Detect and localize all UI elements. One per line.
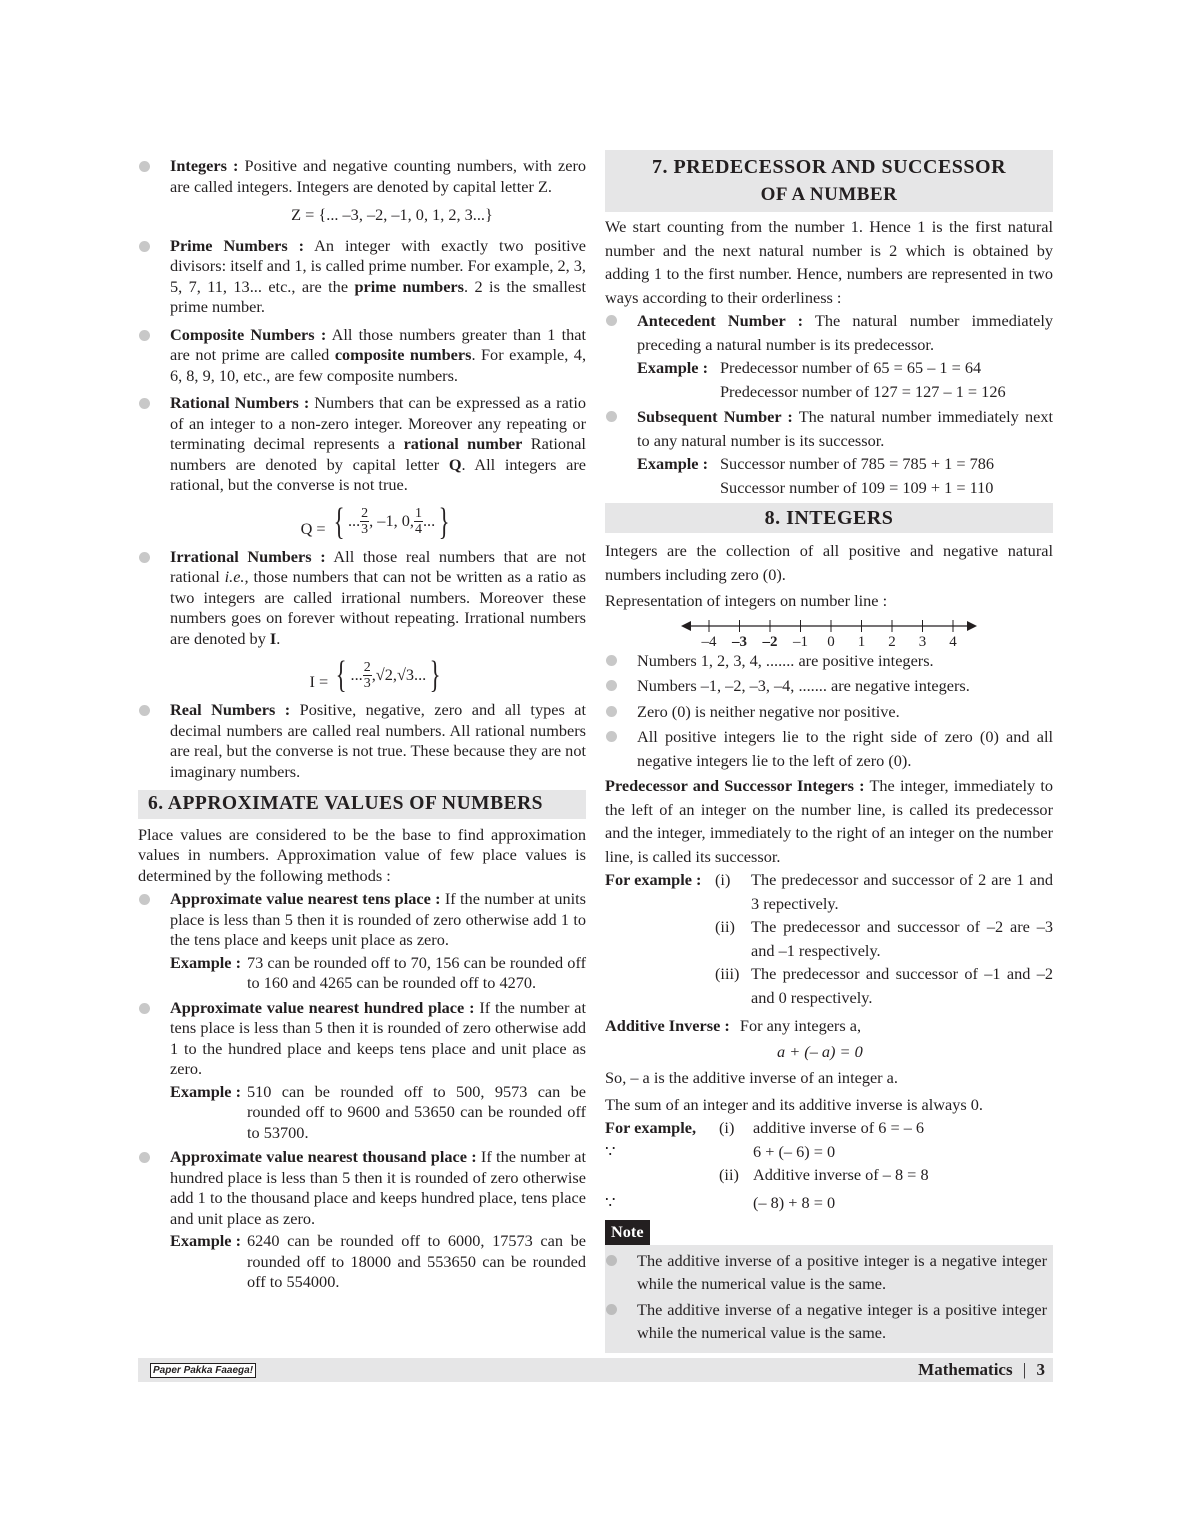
number-line-label: 4 <box>949 633 957 649</box>
integer-bullet-text: Zero (0) is neither negative nor positive. <box>637 701 900 721</box>
example-label: Example : <box>637 454 708 473</box>
rational-text-3: . All integers are rational, but the converse is not true. <box>170 454 586 494</box>
bullet-icon <box>139 330 150 341</box>
fraction: $\frac{2}{3}$ <box>361 506 369 537</box>
composite-term: Composite Numbers : <box>170 324 327 344</box>
hundred-example <box>170 1082 586 1144</box>
section-7-title-line-2: OF A NUMBER <box>760 184 898 205</box>
prime-text-2: . 2 is the smallest prime number. <box>170 276 586 316</box>
bullet-icon <box>139 161 150 172</box>
rational-letter: Q <box>448 454 462 474</box>
item-number: (ii) <box>715 917 735 936</box>
item-number: (ii) <box>719 1165 739 1184</box>
composite-text-1: All those numbers greater than 1 that are not prime are called <box>170 324 587 364</box>
antecedent-item <box>605 309 1053 403</box>
bullet-icon <box>139 552 150 563</box>
example-line: Predecessor number of 65 = 65 – 1 = 64 <box>720 358 982 377</box>
bullet-icon <box>139 1152 150 1163</box>
integer-bullet-text: Numbers –1, –2, –3, –4, ....... are negative integers. <box>637 676 970 695</box>
number-line-label: 2 <box>888 633 896 649</box>
item-text: The predecessor and successor of –2 are –3 and –1 respectively. <box>751 917 1053 960</box>
number-line <box>605 615 1053 649</box>
composite-bold: composite numbers <box>334 345 472 364</box>
section-6-heading: 6. APPROXIMATE VALUES OF NUMBERS <box>138 790 586 819</box>
tens-item <box>138 889 586 994</box>
hundred-term: Approximate value nearest hundred place : <box>170 997 475 1017</box>
example-text: 73 can be rounded off to 70, 156 can be rounded off to 160 and 4265 can be rounded off to 4270. <box>247 952 586 992</box>
bullet-icon <box>139 1003 150 1014</box>
antecedent-text: The natural number immediately preceding a natural number is its predecessor. <box>637 311 1054 354</box>
section-7-heading <box>605 150 1053 212</box>
section-6-intro: Place values are considered to be the base to find approximation values in numbers. Approximation value of few place values is determined by the following methods : <box>138 824 586 885</box>
irrational-text-2: those numbers that can not be written as a ratio as two integers are called irrational numbers. Moreover these numbers goes on forever without repeating. Irrational numbers are denoted by <box>170 567 587 648</box>
integer-bullet-item <box>605 700 1053 724</box>
subsequent-example <box>637 452 1053 499</box>
rational-item <box>138 393 586 496</box>
left-brace-icon: { <box>335 654 347 696</box>
additive-inverse-sum: The sum of an integer and its additive inverse is always 0. <box>605 1094 983 1114</box>
bullet-icon <box>606 1255 617 1266</box>
additive-inverse-eq: a + (– a) = 0 <box>777 1041 863 1061</box>
item-number: (i) <box>715 870 731 889</box>
bullet-icon <box>139 894 150 905</box>
number-line-label: –3 <box>732 633 747 649</box>
number-line-label: –1 <box>793 633 808 649</box>
rational-set-prefix: Q = <box>300 518 326 538</box>
thousand-term: Approximate value nearest thousand place : <box>170 1147 477 1166</box>
left-brace-icon: { <box>333 500 345 543</box>
right-brace-icon: } <box>429 654 441 696</box>
fraction: $\frac{2}{3}$ <box>363 659 371 691</box>
additive-example-ii <box>605 1163 1053 1187</box>
page-number-label <box>918 1360 1045 1380</box>
number-line-label: 3 <box>918 633 927 649</box>
irrational-ie: i.e., <box>224 567 249 586</box>
subsequent-item <box>605 405 1053 499</box>
prime-item <box>138 236 586 318</box>
example-line: Predecessor number of 127 = 127 – 1 = 126 <box>720 381 1006 401</box>
item-number: (i) <box>719 1118 735 1137</box>
for-example-item <box>715 962 1053 1009</box>
bullet-icon <box>606 411 617 422</box>
right-arrow-icon <box>967 621 977 631</box>
subsequent-text: The natural number immediately next to any natural number is its successor. <box>637 407 1053 450</box>
example-label: Example : <box>170 952 241 972</box>
thousand-item <box>138 1147 586 1293</box>
example-text: 510 can be rounded off to 500, 9573 can be rounded off to 9600 and 53650 can be rounded off to 53700. <box>247 1081 586 1142</box>
integer-bullet-item <box>605 725 1053 772</box>
rational-set-ellipsis: ... <box>422 511 436 531</box>
irrational-text-1: All those real numbers that are not rational <box>170 546 587 586</box>
prime-bold: prime numbers <box>354 276 464 296</box>
additive-inverse-paragraph <box>605 1014 1053 1038</box>
example-text: Additive inverse of – 8 = 8 <box>753 1165 929 1184</box>
irrational-letter: I <box>269 628 277 648</box>
integer-bullets <box>605 649 1053 773</box>
additive-example-i <box>605 1116 1053 1140</box>
integer-bullet-item <box>605 674 1053 698</box>
rational-set <box>168 500 586 543</box>
additive-example-i-eq <box>605 1140 1053 1164</box>
subject-label: Mathematics <box>918 1360 1013 1379</box>
for-example-label: For example, <box>605 1118 697 1137</box>
integers-item <box>138 156 586 197</box>
bullet-icon <box>606 315 617 326</box>
item-text: The predecessor and successor of 2 are 1 and 3 repectively. <box>751 870 1053 913</box>
example-label: Example : <box>637 358 708 377</box>
page-footer <box>138 1358 1053 1382</box>
number-line-caption: Representation of integers on number line : <box>605 591 888 610</box>
irrational-set-ellipsis: ... <box>350 664 363 684</box>
rational-set-ellipsis: ... <box>347 511 361 531</box>
irrational-item <box>138 547 586 650</box>
number-line-label: 0 <box>827 633 835 649</box>
left-column <box>138 150 586 1300</box>
number-line-label: 1 <box>857 633 866 649</box>
section-7-title-line-1: 7. PREDECESSOR AND SUCCESSOR <box>651 156 1007 178</box>
irrational-text-3: . <box>276 628 281 648</box>
example-label: Example : <box>170 1081 241 1101</box>
rational-bold: rational number <box>403 434 523 453</box>
pred-succ-paragraph <box>605 774 1053 868</box>
composite-item <box>138 325 586 387</box>
real-text: Positive, negative, zero and all types at decimal numbers are called real numbers. All rational numbers are real, but the converse is not true. These because they are not imaginary numbers. <box>170 700 586 781</box>
integer-bullet-text: Numbers 1, 2, 3, 4, ....... are positive integers. <box>637 650 934 670</box>
right-brace-icon: } <box>438 500 450 543</box>
irrational-set <box>168 656 586 694</box>
for-example-label: For example : <box>605 870 702 889</box>
bullet-icon <box>606 731 617 742</box>
antecedent-example <box>637 356 1053 403</box>
additive-inverse-so: So, – a is the additive inverse of an integer a. <box>605 1068 898 1087</box>
tens-term: Approximate value nearest tens place : <box>170 889 441 908</box>
example-eq: 6 + (– 6) = 0 <box>753 1141 836 1161</box>
left-arrow-icon <box>681 621 691 631</box>
bullet-icon <box>606 1304 617 1315</box>
fraction: $\frac{1}{4}$ <box>414 506 422 537</box>
for-example-item <box>715 868 1053 915</box>
hundred-item <box>138 998 586 1144</box>
because-icon: ∵ <box>605 1192 616 1212</box>
number-line-label: –2 <box>762 633 778 649</box>
subsequent-term: Subsequent Number : <box>637 407 793 426</box>
bullet-icon <box>606 706 617 717</box>
pred-succ-text: The integer, immediately to the left of an integer on the number line, is called its predecessor and the integer, immediately to the right of an integer on the number line, is called its successor. <box>605 776 1053 866</box>
prime-term: Prime Numbers : <box>170 235 305 255</box>
rational-text-2: Rational numbers are denoted by capital letter <box>170 434 586 474</box>
real-term: Real Numbers : <box>170 700 291 719</box>
note-text: The additive inverse of a negative integer is a positive integer while the numerical value is the same. <box>637 1299 1047 1342</box>
integer-bullet-item <box>605 649 1053 673</box>
bullet-icon <box>606 655 617 666</box>
note-box <box>605 1245 1053 1353</box>
item-number: (iii) <box>715 964 740 983</box>
additive-inverse-text: For any integers a, <box>739 1016 862 1035</box>
note-item <box>605 1298 1047 1345</box>
bullet-icon <box>139 241 150 252</box>
irrational-set-prefix: I = <box>309 672 329 691</box>
pred-succ-examples <box>605 868 1053 1009</box>
integers-text: Positive and negative counting numbers, with zero are called integers. Integers are denoted by capital letter Z. <box>170 156 587 196</box>
integers-term: Integers : <box>170 156 239 175</box>
real-item <box>138 700 586 782</box>
tens-text: If the number at units place is less than 5 then it is rounded of zero otherwise add 1 to the tens place and keeps unit place as zero. <box>170 889 586 949</box>
thousand-text: If the number at hundred place is less than 5 then it is rounded of zero otherwise add 1 to the thousand place and keeps hundred place, tens place and unit place as zero. <box>170 1147 586 1228</box>
pred-succ-term: Predecessor and Successor Integers : <box>605 776 865 795</box>
additive-inverse-term: Additive Inverse : <box>605 1016 730 1035</box>
bullet-icon <box>139 398 150 409</box>
separator: | <box>1022 1360 1027 1379</box>
rational-term: Rational Numbers : <box>170 393 310 412</box>
section-8-intro: Integers are the collection of all positive and negative natural numbers including zero (0). <box>605 541 1053 584</box>
note-text: The additive inverse of a positive integer is a negative integer while the numerical value is the same. <box>637 1250 1047 1293</box>
for-example-item <box>715 915 1053 962</box>
integers-set: Z = {... –3, –2, –1, 0, 1, 2, 3...} <box>291 205 493 224</box>
right-column <box>605 150 1053 1353</box>
irrational-term: Irrational Numbers : <box>170 546 326 566</box>
example-text: additive inverse of 6 = – 6 <box>753 1118 925 1137</box>
note-label: Note <box>605 1220 650 1245</box>
example-text: 6240 can be rounded off to 6000, 17573 can be rounded off to 18000 and 553650 can be rounded off to 554000. <box>247 1231 586 1291</box>
rational-set-middle: , –1, 0, <box>369 511 414 531</box>
example-label: Example : <box>170 1231 241 1250</box>
page-number: 3 <box>1036 1360 1045 1379</box>
example-eq: (– 8) + 8 = 0 <box>753 1192 836 1212</box>
example-line: Successor number of 109 = 109 + 1 = 110 <box>720 477 994 497</box>
bullet-icon <box>606 680 617 691</box>
section-8-heading: 8. INTEGERS <box>605 503 1053 533</box>
integer-bullet-text: All positive integers lie to the right side of zero (0) and all negative integers lie to the left of zero (0). <box>637 727 1053 770</box>
section-7-intro: We start counting from the number 1. Hence 1 is the first natural number and the next natural number is 2 which is obtained by adding 1 to the first number. Hence, numbers are represented in two ways according to their orderliness : <box>605 217 1053 307</box>
prime-text-1: An integer with exactly two positive divisors: itself and 1, is called prime number. For example, 2, 3, 5, 7, 11, 13... etc., are the <box>170 235 587 296</box>
antecedent-term: Antecedent Number : <box>637 311 804 330</box>
thousand-example <box>170 1231 586 1293</box>
tens-example <box>170 953 586 994</box>
note-item <box>605 1249 1047 1296</box>
hundred-text: If the number at tens place is less than 5 then it is rounded of zero otherwise add 1 to the hundred place and keeps tens place and unit place as zero. <box>170 997 586 1078</box>
rational-text-1: Numbers that can be expressed as a ratio of an integer to a non-zero integer. Moreover any repeating or terminating decimal represents a <box>170 393 586 453</box>
composite-text-2: . For example, 4, 6, 8, 9, 10, etc., are few composite numbers. <box>170 345 587 385</box>
brand-logo: Paper Pakka Faaega! <box>150 1363 256 1378</box>
item-text: The predecessor and successor of –1 and –2 and 0 respectively. <box>751 964 1053 1007</box>
example-line: Successor number of 785 = 785 + 1 = 786 <box>720 454 994 473</box>
number-line-label: –4 <box>701 633 717 649</box>
because-icon: ∵ <box>605 1141 616 1161</box>
bullet-icon <box>139 705 150 716</box>
additive-example-ii-eq <box>605 1191 1053 1215</box>
irrational-set-rest: ,√2,√3... <box>371 664 427 684</box>
